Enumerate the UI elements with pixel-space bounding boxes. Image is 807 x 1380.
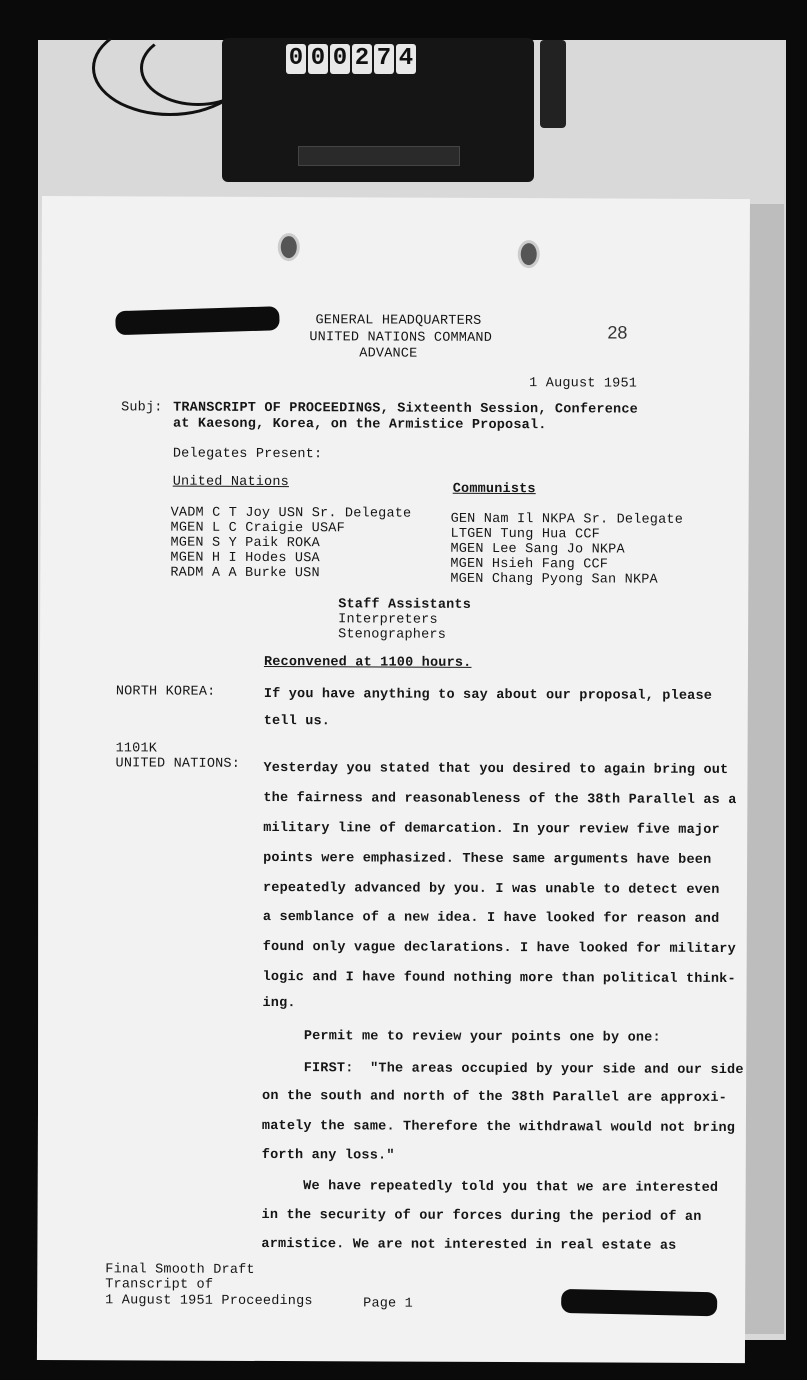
document-page — [37, 196, 750, 1363]
counter-digit: 0 — [286, 44, 306, 74]
delegates-heading: Delegates Present: — [172, 446, 323, 463]
sheet-shadow — [744, 204, 784, 1334]
subject-label: Subj: — [121, 400, 163, 416]
footer-line-2: Transcript of — [105, 1277, 214, 1293]
un-delegate: VADM C T Joy USN Sr. Delegate — [170, 505, 412, 522]
un-text-line: military line of demarcation. In your review five major — [263, 820, 720, 838]
counter-knob — [540, 40, 566, 128]
timestamp: 1101K — [115, 741, 158, 757]
counter-digit: 7 — [374, 44, 394, 74]
communists-heading: Communists — [452, 481, 536, 498]
subject-line-2: at Kaesong, Korea, on the Armistice Proposal. — [172, 416, 547, 434]
subject-line-1: TRANSCRIPT OF PROCEEDINGS, Sixteenth Session, Conference — [173, 400, 638, 418]
un-text-line: FIRST: "The areas occupied by your side and our side — [262, 1060, 744, 1079]
un-text-line: forth any loss." — [261, 1147, 395, 1164]
page-number: 28 — [607, 322, 628, 343]
un-delegate: RADM A A Burke USN — [170, 565, 320, 582]
punch-hole-left — [278, 233, 300, 261]
staff-line: Stenographers — [338, 627, 447, 643]
un-text-line: a semblance of a new idea. I have looked for reason and — [262, 909, 720, 927]
reconvened-line: Reconvened at 1100 hours. — [263, 654, 472, 671]
redaction-mark — [561, 1289, 717, 1316]
speaker-north-korea: NORTH KOREA: — [115, 684, 216, 700]
un-text-line: Permit me to review your points one by one: — [262, 1028, 661, 1046]
header-org-1: GENERAL HEADQUARTERS — [315, 313, 482, 329]
nk-text-line: tell us. — [263, 713, 331, 730]
counter-digit: 2 — [352, 44, 372, 74]
comm-delegate: MGEN Chang Pyong San NKPA — [450, 571, 658, 588]
un-text-line: mately the same. Therefore the withdrawal would not bring — [261, 1118, 736, 1137]
header-date: 1 August 1951 — [529, 376, 638, 392]
footer-line-1: Final Smooth Draft — [105, 1262, 255, 1278]
un-heading: United Nations — [172, 474, 290, 491]
un-text-line: ing. — [262, 995, 296, 1012]
punch-hole-right — [518, 240, 540, 268]
un-delegate: MGEN S Y Paik ROKA — [170, 535, 320, 552]
un-text-line: Yesterday you stated that you desired to again bring out — [263, 760, 729, 779]
counter-digits — [286, 44, 416, 74]
speaker-united-nations: UNITED NATIONS: — [115, 756, 241, 772]
comm-delegate: LTGEN Tung Hua CCF — [450, 526, 600, 543]
redaction-mark — [115, 306, 280, 335]
un-text-line: found only vague declarations. I have looked for military — [262, 939, 736, 958]
counter-slot — [298, 146, 460, 166]
staff-line: Interpreters — [338, 612, 438, 628]
footer-page: Page 1 — [363, 1296, 414, 1312]
un-delegate: MGEN L C Craigie USAF — [170, 520, 345, 537]
un-delegate: MGEN H I Hodes USA — [170, 550, 320, 567]
footer-line-3: 1 August 1951 Proceedings — [105, 1293, 313, 1310]
un-text-line: points were emphasized. These same arguments have been — [263, 850, 712, 868]
counter-digit: 0 — [330, 44, 350, 74]
counter-digit: 0 — [308, 44, 328, 74]
comm-delegate: MGEN Hsieh Fang CCF — [450, 556, 609, 573]
un-text-line: We have repeatedly told you that we are interested — [261, 1178, 719, 1196]
staff-line: Staff Assistants — [338, 597, 472, 613]
header-org-2: UNITED NATIONS COMMAND — [309, 330, 493, 346]
un-text-line: the fairness and reasonableness of the 38th Parallel as a — [263, 790, 737, 809]
un-text-line: in the security of our forces during the period of an — [261, 1207, 702, 1225]
header-org-3: ADVANCE — [359, 346, 418, 362]
un-text-line: armistice. We are not interested in real estate as — [261, 1236, 677, 1254]
un-text-line: repeatedly advanced by you. I was unable to detect even — [262, 880, 720, 898]
un-text-line: on the south and north of the 38th Parallel are approxi- — [262, 1088, 727, 1106]
comm-delegate: GEN Nam Il NKPA Sr. Delegate — [450, 511, 684, 528]
counter-digit: 4 — [396, 44, 416, 74]
nk-text-line: If you have anything to say about our proposal, please — [263, 686, 713, 704]
un-text-line: logic and I have found nothing more than political think- — [262, 969, 736, 988]
comm-delegate: MGEN Lee Sang Jo NKPA — [450, 541, 625, 558]
